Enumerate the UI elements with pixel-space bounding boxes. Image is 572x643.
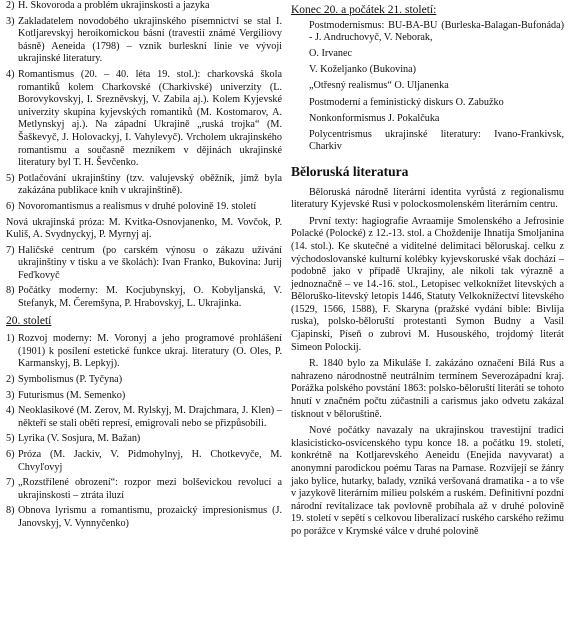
list-item bbox=[6, 433, 282, 446]
paragraph: Běloruská národně literární identita vyrůstá z regionalismu literatury Kyjevské Rusi v polockosmolenském literárním centru. bbox=[291, 186, 564, 211]
list-item bbox=[6, 245, 282, 283]
century-section-title: 20. století bbox=[6, 314, 52, 327]
century-items-list bbox=[6, 333, 282, 530]
item-number: 2) bbox=[6, 374, 15, 386]
item-number: 3) bbox=[6, 389, 15, 401]
item-number: 5) bbox=[6, 433, 15, 445]
list-item bbox=[6, 0, 282, 13]
list-item bbox=[6, 405, 282, 430]
prose-line: Nová ukrajinská próza: M. Kvitka-Osnovjanenko, M. Vovčok, P. Kuliš, A. Svydnyckyj, P. Myrnyj aj. bbox=[6, 216, 282, 241]
contemporary-items-list bbox=[291, 20, 564, 154]
list-item bbox=[6, 333, 282, 371]
list-item bbox=[6, 505, 282, 530]
item-number: 6) bbox=[6, 449, 15, 460]
item-text: Symbolismus (P. Tyčyna) bbox=[18, 374, 123, 386]
item-text: Zakladatelem novodobého ukrajinského písemnictví se stal I. Kotljarevskyj heroikomickou básní (travestií známé Vergiliovy básně) Aeneida (1798) – vznik burleskní linie ve vývoji ukrajinské literatury. bbox=[18, 15, 282, 65]
item-text: „Rozstřílené obrození“: rozpor mezi bolševickou revolucí a ukrajinskosti – ztráta iluzí bbox=[18, 477, 282, 501]
item-number: 8) bbox=[6, 285, 15, 297]
contemporary-item: Postmoderní a feministický diskurs O. Zabužko bbox=[309, 96, 504, 108]
item-number: 1) bbox=[6, 333, 15, 345]
item-number: 2) bbox=[6, 0, 15, 11]
paragraph: R. 1840 bylo za Mikuláše I. zakázáno označení Bílá Rus a nahrazeno národnostně neutrálním termínem Severozápadní kraj. Porážka polského povstání 1863: polsko-běloruští literáti se tohoto hnutí v značném počtu zúčastnili a carismus jako odvetu zakázal tisknout v běloruštině. bbox=[291, 358, 564, 420]
left-column bbox=[6, 0, 282, 534]
list-item bbox=[6, 374, 282, 387]
item-number: 5) bbox=[6, 172, 15, 184]
list-item bbox=[6, 390, 282, 403]
item-text: Novoromantismus a realismus v druhé polovině 19. století bbox=[18, 200, 257, 212]
item-number: 3) bbox=[6, 15, 15, 27]
item-text: Lyrika (V. Sosjura, M. Bažan) bbox=[18, 433, 141, 445]
list-item bbox=[6, 285, 282, 310]
list-item bbox=[6, 173, 282, 198]
item-text: Rozvoj moderny: M. Voronyj a jeho programové prohlášení (1901) k posílení estetické funkce ukraj. literatury (O. Oles, P. Karmanskyj, B. Lepkyj). bbox=[18, 333, 282, 370]
item-text: Próza (M. Jackiv, V. Pidmohylnyj, H. Chotkevyče, M. Chvyľovyj bbox=[18, 449, 282, 473]
item-number: 7) bbox=[6, 477, 15, 489]
item-text: Obnova lyrismu a romantismu, prozaický impresionismus (J. Janovskyj, V. Vynnyčenko) bbox=[18, 505, 282, 529]
list-item bbox=[6, 69, 282, 170]
item-text: Počátky moderny: M. Kocjubynskyj, O. Kobyljanská, V. Stefanyk, M. Čeremšyna, P. Hrabovskyj, L. Ukrajinka. bbox=[18, 285, 282, 310]
list-item bbox=[6, 477, 282, 502]
item-text: Romantismus (20. – 40. léta 19. stol.): charkovská škola romantiků kolem Charkovské (Charkivské) univerzity (L. Borovykovskyj, I. Srezněvskyj, V. Zabila aj.). Kolem Kyjevské univerzity skupina kyjevských romantiků (M. Kostomarov, A. Metlynskyj aj.). Na západní Ukrajině „ruská trojka“ (M. Šaškevyč, J. Holovackyj, I. Vahylevyč). Vrcholem ukrajinského romantismu a současně mezníkem v dějinách ukrajinské literatury byl T. H. Ševčenko. bbox=[18, 68, 282, 169]
contemporary-item: O. Irvanec bbox=[309, 48, 352, 60]
contemporary-section-title: Konec 20. a počátek 21. století: bbox=[291, 4, 437, 16]
item-number: 7) bbox=[6, 244, 15, 256]
top-items-list bbox=[6, 0, 282, 214]
list-item bbox=[6, 449, 282, 474]
item-text: H. Skovoroda a problém ukrajinskosti a jazyka bbox=[18, 0, 210, 11]
item-number: 6) bbox=[6, 200, 15, 212]
list-item bbox=[6, 16, 282, 66]
item-text: Haličské centrum (po carském výnosu o zákazu užívání ukrajinštiny v tisku a ve školách): Ivan Franko, Bukovina: Jurij Feďkovyč bbox=[18, 244, 282, 281]
item-number: 8) bbox=[6, 505, 15, 517]
contemporary-item: V. Koželjanko (Bukovina) bbox=[309, 64, 417, 76]
contemporary-item: Nonkonformismus J. Pokalčuka bbox=[309, 112, 440, 124]
list-item bbox=[6, 201, 282, 214]
right-column bbox=[291, 0, 564, 543]
belarusian-paragraphs bbox=[291, 187, 564, 539]
paragraph: První texty: hagiografie Avraamije Smolenského a Jefrosinie Polacké (Polocké) z 12.-13. stol. a Choždenije Ihnatija Smoljanina (14. stol.). Ke skutečné a viditelné delimitaci běloruskaj. celku z východoslovanské kulturní kolébky kyjevskoruské však dochází – podobně jako v případě Ukrajiny, ale nikoli tak výrazně a jednoznačně – ve 14.-16. stol., Letopisec velkoknížet litevských a Běloruško-litevský letopis 1446, Statuty Velkoknížectví litevského (1529, 1566, 1588), F. Skaryna (pražské vydání bible: Bivlija ruska), polsko-běloruští protestanti Symon Budny a Vasil Cjapinski, Píseň o zubrovi M. Husouského, trojdomý literát Simeon Polockij. bbox=[291, 215, 564, 353]
paragraph: Nové počátky navazaly na ukrajinskou travestijní tradici klasicisticko-osvícenského typu konce 18. a počátku 19. století, konkrétně na Kotljarevského Aeneidu (Enejida navyvarat) a anonymní parodickou poému Taras na Parnase. Rozvíjejí se žánry jako bylice, hutarky, balady, vzniká veršovaná dramatika - a to vše v jazykově literárním milieu polském a ruském. Definitivní pozdní národní revitalizace tak povlovně probíhala až v druhé polovině 19. století v sepětí s celkovou liberalizací ruského carského režimu po porážce v Krymské válce v druhé polovině bbox=[291, 425, 564, 537]
belarusian-heading: Běloruská literatura bbox=[291, 163, 409, 179]
contemporary-item: Postmodernismus: BU-BA-BU (Burleska-Balagan-Bufonáda) - J. Andruchovyč, V. Neborak, bbox=[309, 19, 564, 44]
item-text: Neoklasikové (M. Zerov, M. Rylskyj, M. Drajchmara, J. Klen) – někteří se stali oběti represí, emigrovali nebo se přizpůsobili. bbox=[18, 405, 282, 429]
item-number: 4) bbox=[6, 405, 15, 417]
item-number: 4) bbox=[6, 68, 15, 80]
item-text: Futurismus (M. Semenko) bbox=[18, 389, 126, 401]
mid-items-list bbox=[6, 245, 282, 311]
item-text: Potlačování ukrajinštiny (tzv. valujevský oběžník, jímž byla zakázána publikace knih v ukrajinštině). bbox=[18, 172, 282, 197]
contemporary-item: Polycentrismus ukrajinské literatury: Ivano-Frankivsk, Charkiv bbox=[309, 128, 564, 153]
contemporary-item: „Otřesný realismus“ O. Uljanenka bbox=[309, 80, 449, 92]
